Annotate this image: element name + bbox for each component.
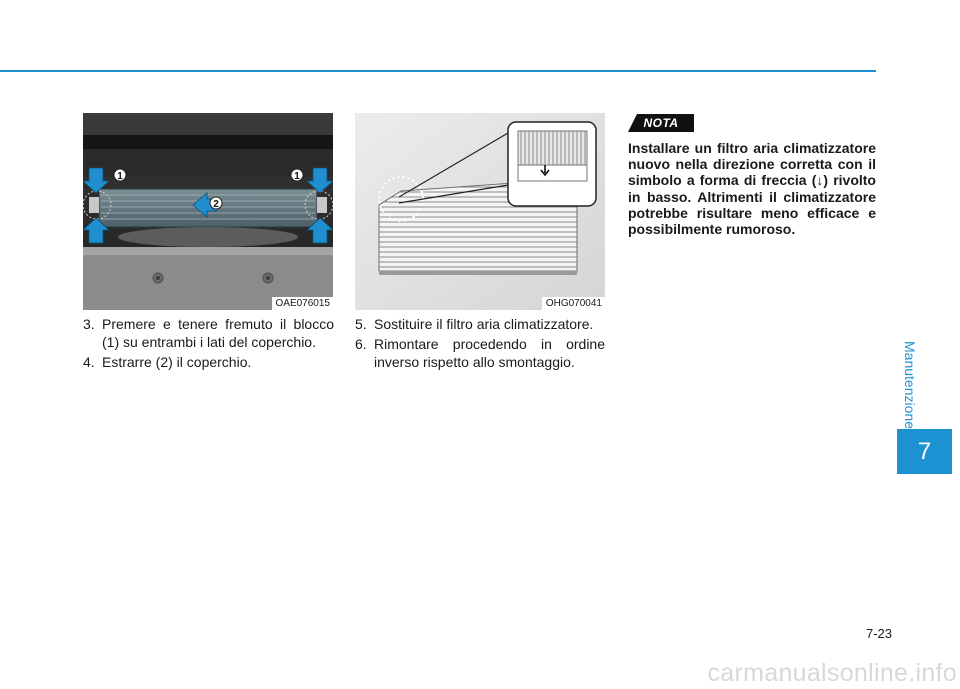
step-item (355, 315, 605, 333)
step-text: Premere e tenere fremuto il blocco (1) su entrambi i lati del coperchio. (102, 316, 334, 350)
callout-1-right: 1 (294, 171, 300, 182)
callout-2: 2 (213, 199, 219, 210)
step-item (355, 335, 605, 371)
step-text: Sostituire il filtro aria climatizzatore. (374, 316, 594, 332)
figure-caption: OHG070041 (542, 297, 605, 310)
step-number: 5. (355, 316, 367, 332)
note-text: Installare un filtro aria climatizzatore nuovo nella direzione corretta con il simbolo a forma di freccia (↓) rivolto in basso. Altrimenti il climatizzatore potrebbe risultare meno efficace e possibilmente rumoroso. (628, 140, 876, 238)
figure-caption: OAE076015 (272, 297, 334, 310)
step-number: 6. (355, 336, 367, 352)
header-rule (0, 70, 876, 72)
watermark: carmanualsonline.info (707, 659, 957, 687)
callout-1-left: 1 (117, 171, 123, 182)
step-number: 3. (83, 316, 95, 332)
step-item (83, 315, 334, 351)
step-number: 4. (83, 354, 95, 370)
section-label: Manutenzione (902, 341, 918, 429)
instruction-steps-right (355, 315, 605, 373)
note-label: NOTA (643, 116, 679, 130)
step-item (83, 353, 334, 371)
section-side-label (897, 330, 923, 440)
step-text: Estrarre (2) il coperchio. (102, 354, 252, 370)
filter-replacement-illustration (355, 113, 605, 310)
step-text: Rimontare procedendo in ordine inverso rispetto allo smontaggio. (374, 336, 605, 370)
chapter-tab: 7 (897, 429, 952, 474)
page-number: 7-23 (865, 626, 892, 641)
note-badge (628, 114, 694, 132)
cover-removal-illustration (83, 113, 333, 310)
figure-cover-removal (83, 113, 333, 310)
figure-filter-replacement (355, 113, 605, 310)
instruction-steps-left (83, 315, 334, 373)
